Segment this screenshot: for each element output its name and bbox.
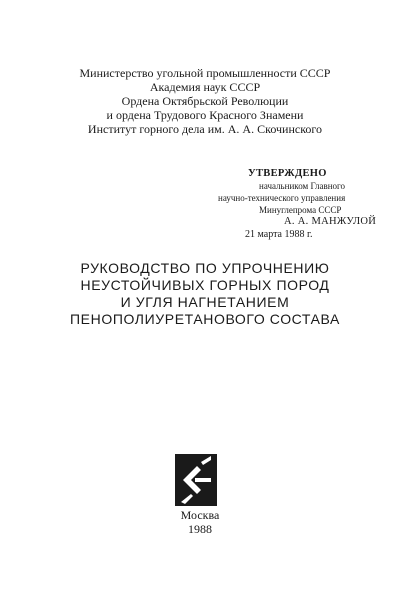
- institution-line-order-1: Ордена Октябрьской Революции: [121, 94, 289, 108]
- imprint-year: 1988: [188, 522, 212, 536]
- approval-block: [218, 168, 398, 241]
- institution-line-order-2: и ордена Трудового Красного Знамени: [106, 108, 304, 122]
- approval-position-line-1: начальником Главного: [259, 181, 346, 191]
- institution-line-ministry: Министерство угольной промышленности СССР: [79, 66, 331, 80]
- approval-position-line-3: Минуглепрома СССР: [259, 205, 342, 215]
- institution-header: [50, 66, 360, 136]
- imprint: [150, 508, 250, 536]
- publisher-logo-icon: [175, 454, 217, 506]
- imprint-city: Москва: [180, 508, 220, 522]
- institution-line-academy: Академия наук СССР: [149, 80, 261, 94]
- approval-position-line-2: научно-технического управления: [218, 193, 346, 203]
- document-title: [60, 260, 350, 328]
- title-line-3: И УГЛЯ НАГНЕТАНИЕМ: [120, 294, 290, 310]
- approval-date: 21 марта 1988 г.: [245, 229, 313, 240]
- title-line-1: РУКОВОДСТВО ПО УПРОЧНЕНИЮ: [80, 260, 330, 276]
- institution-line-institute: Институт горного дела им. А. А. Скочинского: [87, 122, 323, 136]
- approval-signer: А. А. МАНЖУЛОЙ: [284, 216, 377, 227]
- title-line-4: ПЕНОПОЛИУРЕТАНОВОГО СОСТАВА: [70, 311, 340, 327]
- approval-heading: УТВЕРЖДЕНО: [248, 168, 327, 179]
- title-line-2: НЕУСТОЙЧИВЫХ ГОРНЫХ ПОРОД: [80, 277, 330, 293]
